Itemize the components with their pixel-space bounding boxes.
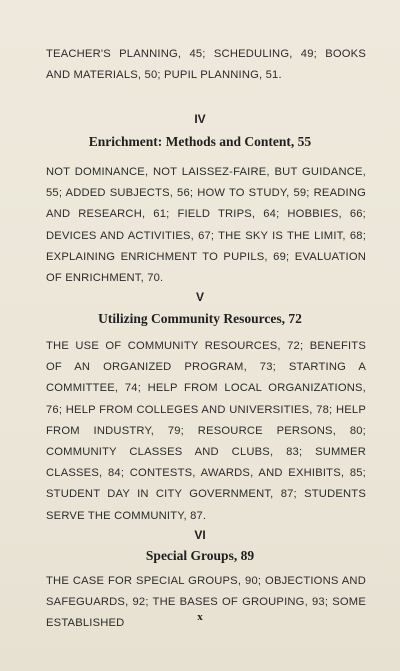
chapter-numeral-v: V: [195, 290, 204, 304]
chapter-numeral-vi: VI: [194, 528, 206, 542]
contents-paragraph-v: THE USE OF COMMUNITY RESOURCES, 72; BENEFITS OF AN ORGANIZED PROGRAM, 73; STARTING A COMMITTEE, 74; HELP FROM LOCAL ORGANIZATIONS, 76; HELP FROM COLLEGES AND UNIVERSITIES, 78; HELP FROM INDUSTRY, 79; RESOURCE PERSONS, 80; COMMUNITY CLASSES AND CLUBS, 83; SUMMER CLASSES, 84; CONTESTS, AWARDS, AND EXHIBITS, 85; STUDENT DAY IN CITY GOVERNMENT, 87; STUDENTS SERVE THE COMMUNITY, 87.: [46, 340, 366, 522]
chapter-numeral-iv: IV: [194, 112, 206, 126]
chapter-title-iv: Enrichment: Methods and Content, 55: [88, 134, 312, 149]
chapter-title-v: Utilizing Community Resources, 72: [98, 311, 302, 326]
page-number: x: [197, 611, 203, 623]
contents-paragraph-intro: TEACHER'S PLANNING, 45; SCHEDULING, 49; BOOKS AND MATERIALS, 50; PUPIL PLANNING, 51.: [46, 48, 366, 82]
contents-paragraph-iv: NOT DOMINANCE, NOT LAISSEZ-FAIRE, BUT GUIDANCE, 55; ADDED SUBJECTS, 56; HOW TO STUDY, 59; READING AND RESEARCH, 61; FIELD TRIPS, 64; HOBBIES, 66; DEVICES AND ACTIVITIES, 67; THE SKY IS THE LIMIT, 68; EXPLAINING ENRICHMENT TO PUPILS, 69; EVALUATION OF ENRICHMENT, 70.: [46, 166, 366, 285]
chapter-title-vi: Special Groups, 89: [145, 548, 255, 563]
contents-paragraph-vi: THE CASE FOR SPECIAL GROUPS, 90; OBJECTIONS AND SAFEGUARDS, 92; THE BASES OF GROUPING, 93; SOME ESTABLISHED: [46, 575, 366, 630]
